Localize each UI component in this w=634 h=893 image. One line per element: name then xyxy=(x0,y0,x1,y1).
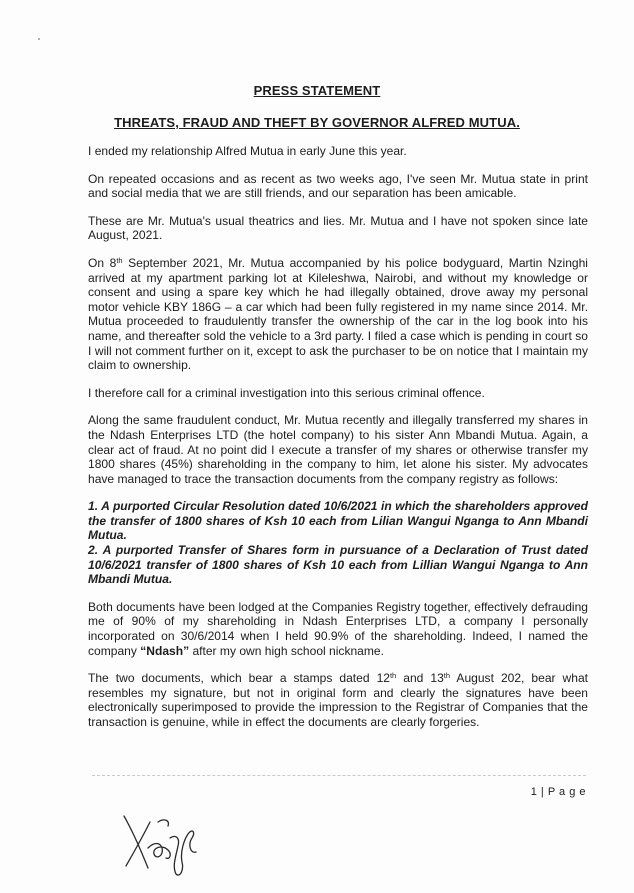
handwritten-signature xyxy=(118,808,208,880)
statement-body xyxy=(88,144,588,743)
document-item-1: 1. A purported Circular Resolution dated 10/6/2021 in which the shareholders approved the transfer of 1800 shares of Ksh 10 each from Lilian Wangui Nganga to Ann Mbandi Mutua. xyxy=(88,499,588,543)
paragraph-5: I therefore call for a criminal investigation into this serious criminal offence. xyxy=(88,385,485,400)
paragraph-6: Along the same fraudulent conduct, Mr. Mutua recently and illegally transferred my shares in the Ndash Enterprises LTD (the hotel company) to his sister Ann Mbandi Mutua. Again, a clear act of fraud. At no point did I execute a transfer of my shares or otherwise transfer my 1800 shares (45%) shareholding in the company to him, let alone his sister. My advocates have managed to trace the transaction documents from the company registry as follows: xyxy=(88,413,588,486)
document-item-2: 2. A purported Transfer of Shares form in pursuance of a Declaration of Trust dated 10/6/2021 transfer of 1800 shares of Ksh 10 each from Lillian Wangui Nganga to Ann Mbandi Mutua. xyxy=(88,543,588,587)
paragraph-8: The two documents, which bear a stamps dated 12th and 13th August 202, bear what resembles my signature, but not in original form and clearly the signatures have been electronically superimposed to provide the impression to the Registrar of Companies that the transaction is genuine, while in effect the documents are clearly forgeries. xyxy=(88,671,589,729)
page-title: PRESS STATEMENT xyxy=(253,83,381,98)
page-subtitle: THREATS, FRAUD AND THEFT BY GOVERNOR ALFRED MUTUA. xyxy=(114,115,520,130)
footer-divider xyxy=(92,775,586,776)
paragraph-3: These are Mr. Mutua's usual theatrics and lies. Mr. Mutua and I have not spoken since late August, 2021. xyxy=(88,213,588,243)
paragraph-2: On repeated occasions and as recent as two weeks ago, I've seen Mr. Mutua state in print and social media that we are still friends, and our separation has been amicable. xyxy=(88,171,588,201)
page-number: 1 | P a g e xyxy=(530,786,586,798)
paragraph-4: On 8th September 2021, Mr. Mutua accompanied by his police bodyguard, Martin Nzinghi arrived at my apartment parking lot at Kileleshwa, Nairobi, and without my knowledge or consent and using a spare key which he had illegally obtained, drove away my personal motor vehicle KBY 186G – a car which had been fully registered in my name since 2014. Mr. Mutua proceeded to fraudulently transfer the ownership of the car in the log book into his name, and thereafter sold the vehicle to a 3rd party. I filed a case which is pending in court so I will not comment further on it, except to ask the purchaser to be on notice that I maintain my claim to ownership. xyxy=(88,255,588,373)
scan-speck xyxy=(38,38,40,40)
paragraph-7: Both documents have been lodged at the Companies Registry together, effectively defrauding me of 90% of my shareholding in Ndash Enterprises LTD, a company I personally incorporated on 30/6/2014 when I held 90.9% of the shareholding. Indeed, I named the company “Ndash” after my own high school nickname. xyxy=(88,599,588,658)
paragraph-1: I ended my relationship Alfred Mutua in early June this year. xyxy=(88,144,407,158)
